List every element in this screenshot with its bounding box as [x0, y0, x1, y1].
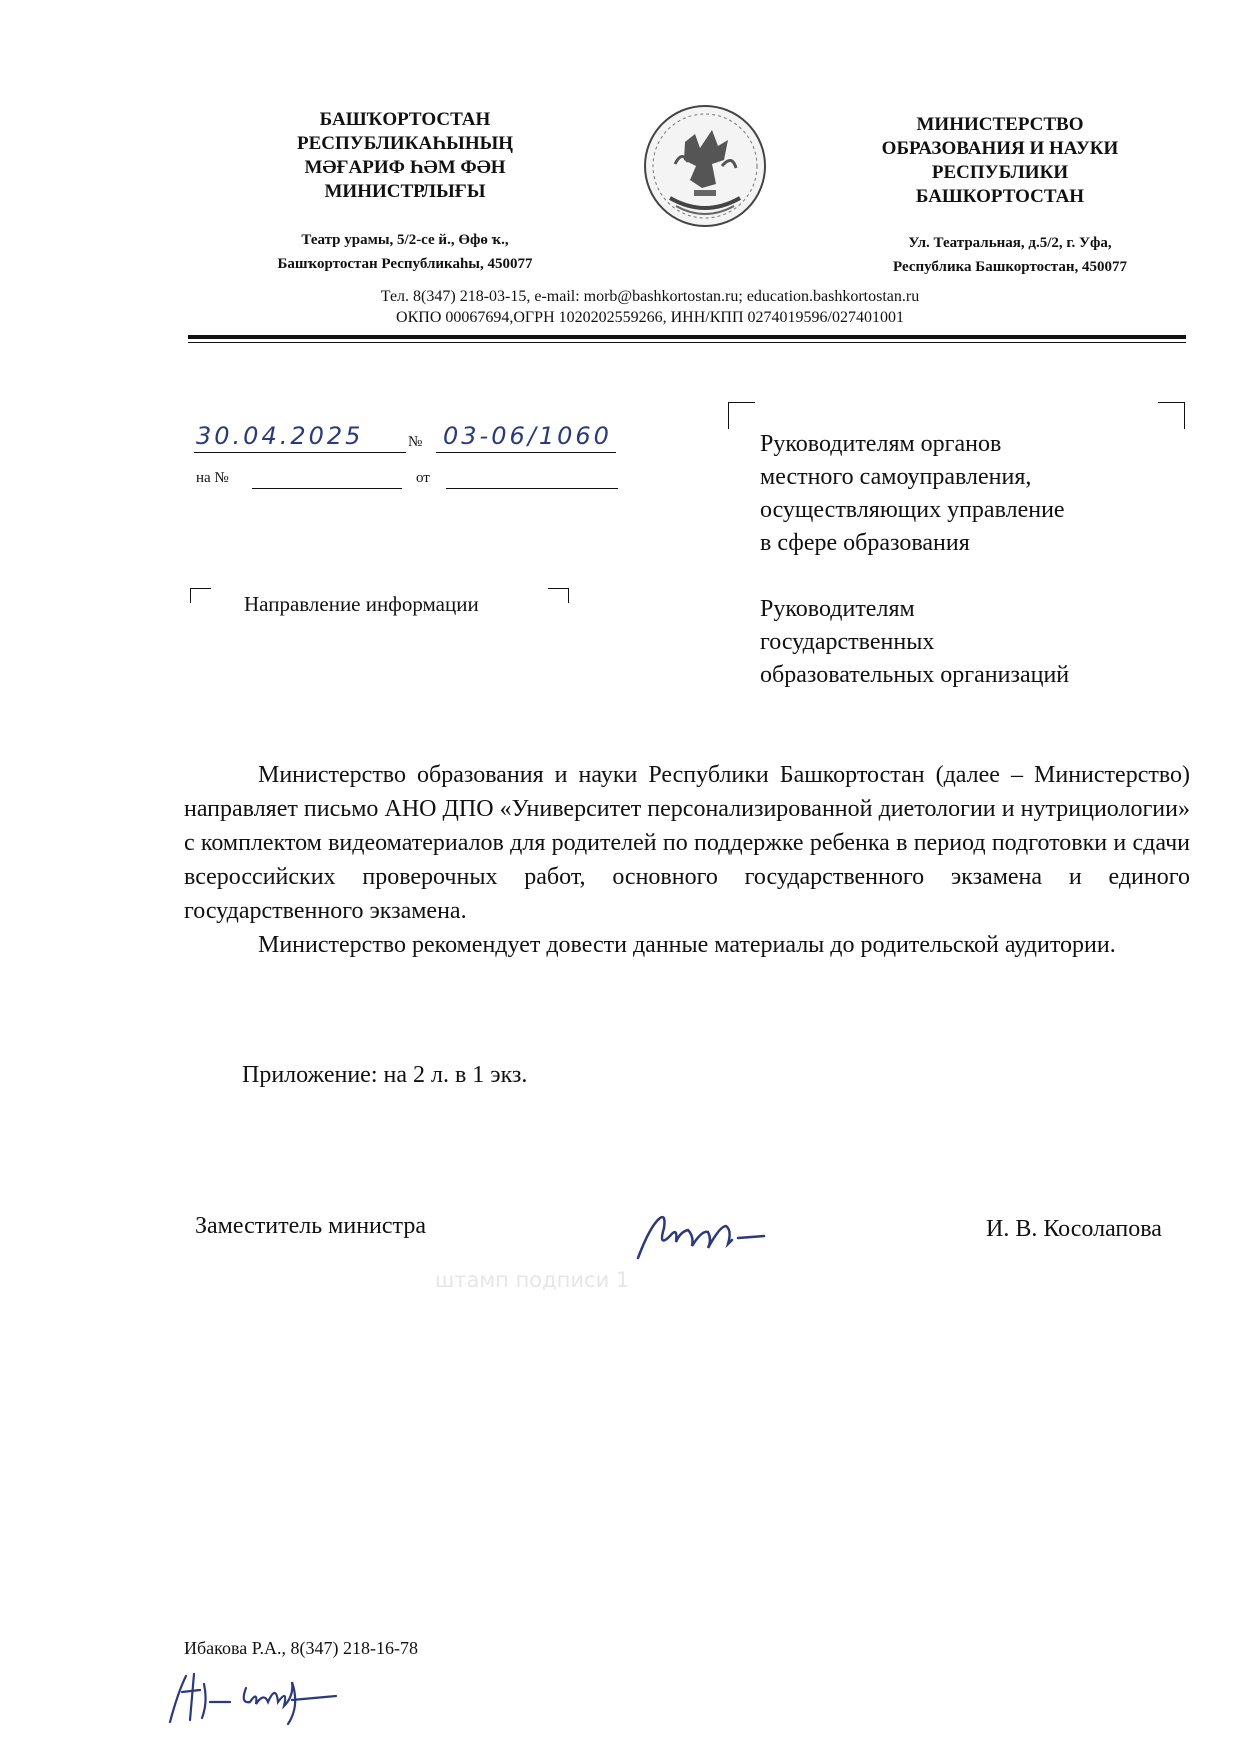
addressee-line: Руководителям	[760, 596, 915, 622]
subject-corner-right	[548, 588, 569, 603]
number-underline	[436, 452, 616, 453]
reference-number-label: на №	[196, 470, 229, 486]
executor-contact: Ибакова Р.А., 8(347) 218-16-78	[184, 1638, 418, 1658]
contacts-registry-codes: ОКПО 00067694,ОГРН 1020202559266, ИНН/КПП 0274019596/027401001	[396, 309, 904, 326]
address-line: Театр урамы, 5/2-се й., Өфө ҡ.,	[301, 232, 509, 248]
letter-subject: Направление информации	[244, 592, 479, 616]
org-line: РЕСПУБЛИКАҺЫНЫҢ	[296, 133, 514, 154]
attachment-note: Приложение: на 2 л. в 1 экз.	[242, 1062, 528, 1088]
date-underline	[194, 452, 406, 453]
number-label: №	[408, 434, 423, 450]
org-line: МӘҒАРИФ ҺӘМ ФӘН	[304, 157, 506, 178]
address-line: Башҡортостан Республикаһы, 450077	[277, 256, 533, 272]
reference-number-line	[252, 488, 402, 489]
org-name-russian	[820, 113, 1180, 209]
address-bashkir	[195, 228, 615, 276]
handwritten-signature	[628, 1196, 798, 1286]
addressee-block	[760, 428, 1180, 692]
body-paragraph: Министерство рекомендует довести данные материалы до родительской аудитории.	[258, 932, 1116, 958]
contacts-block	[300, 286, 1000, 328]
address-line: Республика Башкортостан, 450077	[893, 259, 1127, 275]
addressee-line: Руководителям органов	[760, 431, 1002, 457]
addressee-line: местного самоуправления,	[760, 464, 1032, 490]
registration-number: 03-06/1060	[443, 422, 612, 450]
bashkortostan-coat-of-arms-icon	[640, 102, 770, 230]
address-russian	[820, 231, 1200, 279]
addressee-line: образовательных организаций	[760, 662, 1070, 688]
subject-corner-left	[190, 588, 211, 603]
org-line: РЕСПУБЛИКИ	[931, 162, 1069, 183]
contacts-phone-email: Тел. 8(347) 218-03-15, e-mail: morb@bashkortostan.ru; education.bashkortostan.ru	[380, 288, 920, 305]
signatory-position: Заместитель министра	[195, 1213, 426, 1239]
addressee-line: государственных	[760, 629, 935, 655]
org-line: МИНИСТРЛЫҒЫ	[324, 181, 486, 202]
letter-body	[184, 758, 1190, 962]
reference-from-line	[446, 488, 618, 489]
addressee-corner-left	[728, 402, 755, 429]
org-line: МИНИСТЕРСТВО	[916, 114, 1084, 135]
addressee-corner-right	[1158, 402, 1185, 429]
org-line: БАШҠОРТОСТАН	[319, 109, 491, 130]
header-divider-thick	[188, 335, 1186, 339]
org-line: БАШКОРТОСТАН	[915, 186, 1085, 207]
org-line: ОБРАЗОВАНИЯ И НАУКИ	[881, 138, 1119, 159]
executor-handwritten-initials	[160, 1662, 390, 1732]
signature-stamp-watermark: штамп подписи 1	[435, 1268, 630, 1292]
header-divider-thin	[188, 342, 1186, 343]
body-paragraph: Министерство образования и науки Республики Башкортостан (далее – Министерство) направляет письмо АНО ДПО «Университет персонализированной диетологии и нутрициологии» с комплектом видеоматериалов для родителей по поддержке ребенка в период подготовки и сдачи всероссийских проверочных работ, основного государственного экзамена и единого государственного экзамена.	[184, 762, 1190, 924]
signatory-name: И. В. Косолапова	[986, 1216, 1162, 1242]
reference-from-label: от	[416, 470, 430, 486]
registration-date: 30.04.2025	[196, 422, 364, 450]
org-name-bashkir	[225, 108, 585, 204]
addressee-line: в сфере образования	[760, 530, 970, 556]
addressee-line: осуществляющих управление	[760, 497, 1065, 523]
address-line: Ул. Театральная, д.5/2, г. Уфа,	[908, 235, 1112, 251]
